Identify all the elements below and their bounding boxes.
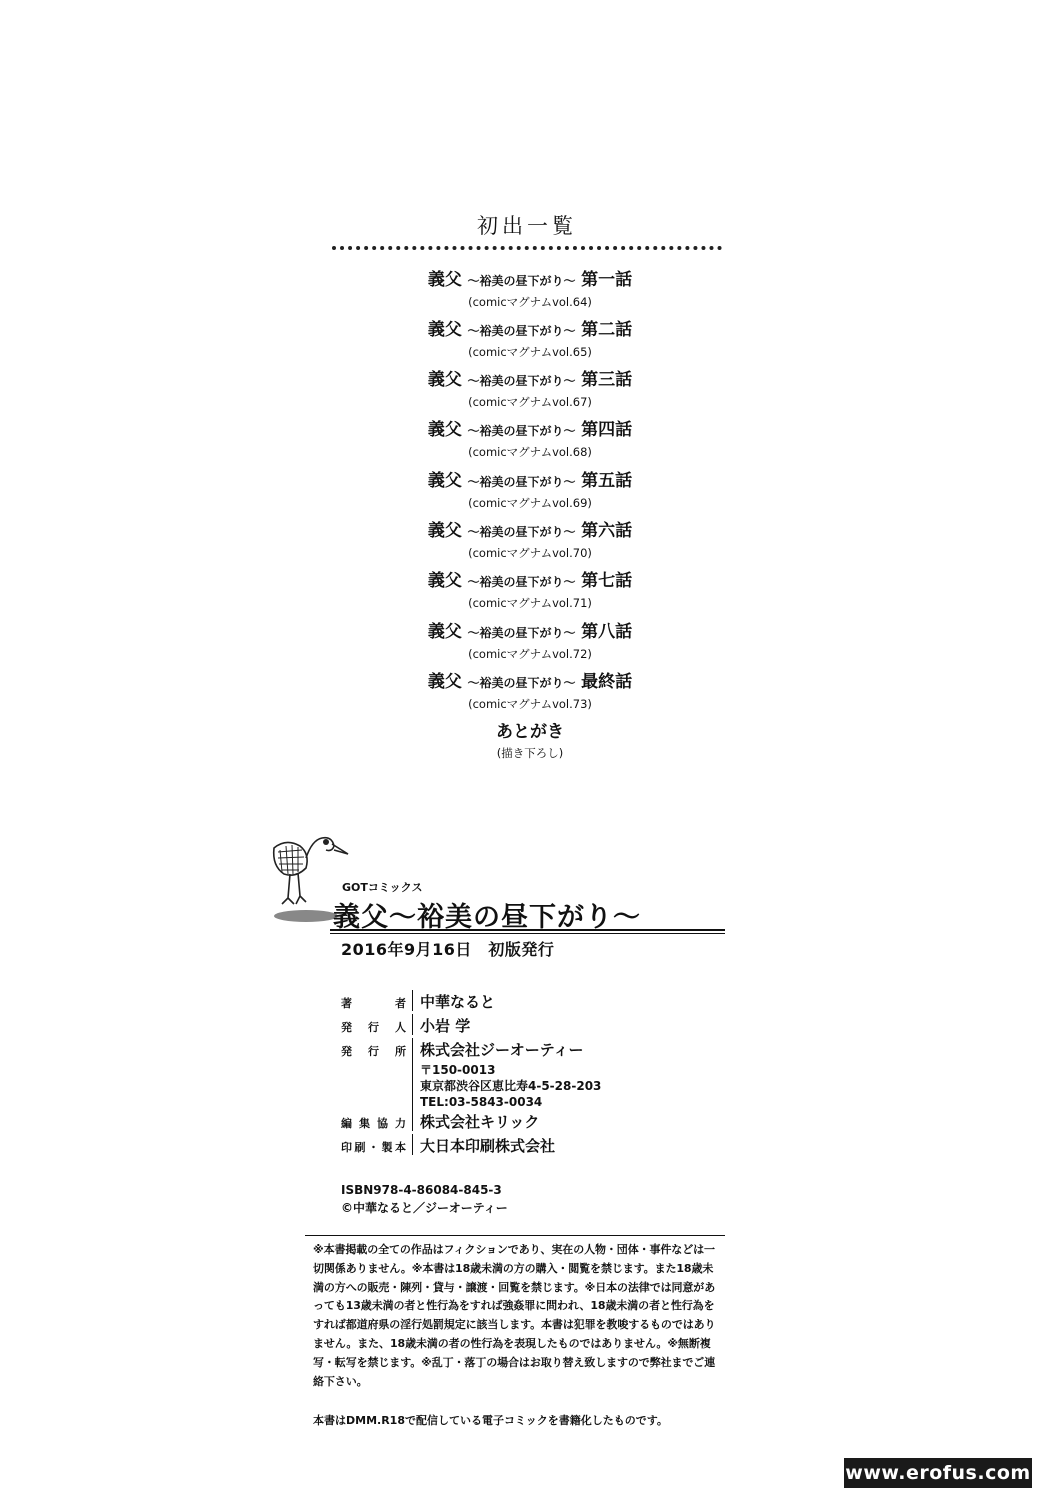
entry-source: (comicマグナムvol.73) xyxy=(468,697,592,711)
entry-prefix: 義父 xyxy=(427,672,462,692)
publisher-label: 発行所 xyxy=(341,1038,413,1110)
copyright: ©中華なると／ジーオーティー xyxy=(341,1201,508,1215)
publisher-block xyxy=(413,1038,601,1110)
telephone: TEL:03-5843-0034 xyxy=(420,1095,543,1109)
entry-subtitle: 〜裕美の昼下がり〜 xyxy=(467,274,576,288)
toc-entry xyxy=(380,622,680,662)
credit-row-publisher-person xyxy=(341,1014,681,1038)
toc-entry xyxy=(380,672,680,712)
credits-table xyxy=(341,990,681,1158)
credit-row-author xyxy=(341,990,681,1014)
digital-note: 本書はDMM.R18で配信している電子コミックを書籍化したものです。 xyxy=(313,1414,668,1427)
title-rule-thin xyxy=(330,933,725,934)
entry-chapter: 最終話 xyxy=(581,672,633,692)
entry-source: (comicマグナムvol.67) xyxy=(468,395,592,409)
credit-row-printing xyxy=(341,1134,681,1158)
publication-date: 2016年9月16日 初版発行 xyxy=(341,940,555,959)
entry-prefix: 義父 xyxy=(427,270,462,290)
isbn: ISBN978-4-86084-845-3 xyxy=(341,1183,502,1197)
entry-chapter: 第七話 xyxy=(581,571,633,591)
entry-prefix: 義父 xyxy=(427,521,462,541)
afterword-title: あとがき xyxy=(496,722,564,742)
entry-chapter: 第三話 xyxy=(581,370,633,390)
title-rule xyxy=(330,929,725,931)
entry-subtitle: 〜裕美の昼下がり〜 xyxy=(467,626,576,640)
entry-source: (comicマグナムvol.71) xyxy=(468,596,592,610)
entry-subtitle: 〜裕美の昼下がり〜 xyxy=(467,374,576,388)
author-value: 中華なると xyxy=(420,993,496,1011)
entry-subtitle: 〜裕美の昼下がり〜 xyxy=(467,324,576,338)
entry-prefix: 義父 xyxy=(427,471,462,491)
address: 東京都渋谷区恵比寿4-5-28-203 xyxy=(420,1079,602,1093)
entry-subtitle: 〜裕美の昼下がり〜 xyxy=(467,525,576,539)
entry-prefix: 義父 xyxy=(427,571,462,591)
printing-value: 大日本印刷株式会社 xyxy=(420,1137,556,1155)
entry-prefix: 義父 xyxy=(427,420,462,440)
legal-notice: ※本書掲載の全ての作品はフィクションであり、実在の人物・団体・事件などは一切関係ありません。※本書は18歳未満の方の購入・閲覧を禁じます。また18歳未満の方への販売・陳列・貸与・譲渡・回覧を禁じます。※日本の法律では同意があっても13歳未満の者と性行為をすれば強姦罪に問われ、18歳未満の者と性行為をすれば都道府県の淫行処罰規定に該当します。本書は犯罪を教唆するものではありません。また、18歳未満の者の性行為を表現したものではありません。※無断複写・転写を禁じます。※乱丁・落丁の場合はお取り替え致しますので弊社までご連絡下さい。 xyxy=(313,1243,716,1388)
entry-subtitle: 〜裕美の昼下がり〜 xyxy=(467,676,576,690)
entry-source: (comicマグナムvol.69) xyxy=(468,496,592,510)
entry-chapter: 第五話 xyxy=(581,471,633,491)
printing-label: 印刷・製本 xyxy=(341,1134,413,1155)
toc-afterword xyxy=(380,722,680,761)
notice-rule xyxy=(305,1235,725,1236)
entry-chapter: 第二話 xyxy=(581,320,633,340)
credit-row-publisher xyxy=(341,1038,681,1110)
entry-source: (comicマグナムvol.72) xyxy=(468,647,592,661)
entry-source: (comicマグナムvol.70) xyxy=(468,546,592,560)
entry-prefix: 義父 xyxy=(427,370,462,390)
toc-entry xyxy=(380,571,680,611)
toc-heading: 初出一覧 xyxy=(477,214,577,238)
series-label: GOTコミックス xyxy=(342,881,423,894)
entry-prefix: 義父 xyxy=(427,622,462,642)
afterword-source: (描き下ろし) xyxy=(496,746,564,760)
entry-subtitle: 〜裕美の昼下がり〜 xyxy=(467,575,576,589)
watermark-badge: www.erofus.com xyxy=(844,1458,1032,1488)
entry-source: (comicマグナムvol.64) xyxy=(468,295,592,309)
author-label: 著者 xyxy=(341,990,413,1011)
toc-entry xyxy=(380,270,680,310)
entry-source: (comicマグナムvol.65) xyxy=(468,345,592,359)
entry-chapter: 第一話 xyxy=(581,270,633,290)
toc-entry xyxy=(380,370,680,410)
entry-chapter: 第八話 xyxy=(581,622,633,642)
entry-prefix: 義父 xyxy=(427,320,462,340)
entry-chapter: 第四話 xyxy=(581,420,633,440)
publisher-person-value: 小岩 学 xyxy=(420,1017,471,1035)
entry-subtitle: 〜裕美の昼下がり〜 xyxy=(467,475,576,489)
editing-label: 編集協力 xyxy=(341,1110,413,1131)
credit-row-editing xyxy=(341,1110,681,1134)
postal-code: 〒150-0013 xyxy=(420,1063,496,1077)
entry-chapter: 第六話 xyxy=(581,521,633,541)
toc-entry xyxy=(380,471,680,511)
toc-entry xyxy=(380,320,680,360)
publisher-person-label: 発行人 xyxy=(341,1014,413,1035)
publisher-value: 株式会社ジーオーティー xyxy=(420,1041,584,1059)
toc-entry xyxy=(380,420,680,460)
toc-dotted-divider xyxy=(332,246,722,250)
toc-entry xyxy=(380,521,680,561)
entry-subtitle: 〜裕美の昼下がり〜 xyxy=(467,424,576,438)
entry-source: (comicマグナムvol.68) xyxy=(468,445,592,459)
editing-value: 株式会社キリック xyxy=(420,1113,540,1131)
book-title: 義父〜裕美の昼下がり〜 xyxy=(333,902,641,933)
